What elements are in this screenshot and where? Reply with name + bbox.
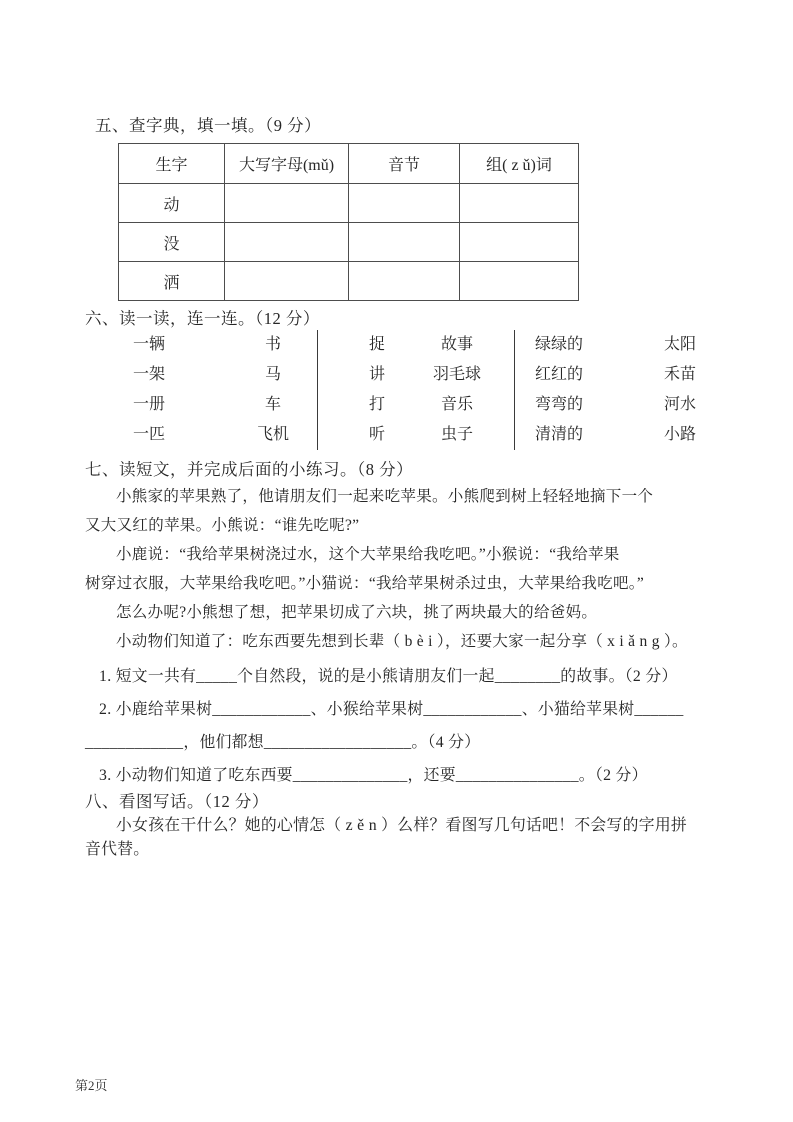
passage-line: 小动物们知道了：吃东西要先想到长辈（ b è i ），还要大家一起分享（ x i ǎ n g ）。 [116, 633, 688, 650]
match-item: 太阳 [663, 336, 696, 353]
writing-prompt [85, 814, 713, 862]
passage-questions [85, 660, 713, 792]
match-item: 羽毛球 [432, 366, 481, 383]
passage-line: 小鹿说：“我给苹果树浇过水，这个大苹果给我吃吧。”小猴说：“我给苹果 [116, 546, 620, 563]
question-line: 3. 小动物们知道了吃东西要______________，还要_______________。（2 分） [99, 767, 648, 784]
passage-line: 又大又红的苹果。小熊说：“谁先吃呢?” [85, 517, 360, 534]
dict-blank-cell [460, 223, 579, 262]
section8-heading: 八、看图写话。（12 分） [85, 792, 269, 811]
dict-blank-cell [349, 184, 460, 223]
dictionary-table [118, 143, 579, 301]
dict-blank-cell [349, 223, 460, 262]
section5-heading: 五、查字典，填一填。（9 分） [95, 116, 322, 135]
dict-character-cell: 洒 [119, 262, 225, 301]
match-group-3 [514, 330, 712, 450]
question-line: 2. 小鹿给苹果树____________、小猴给苹果树____________、小猫给苹果树______ [99, 701, 684, 718]
match-right-column [640, 330, 720, 450]
prompt-line: 小女孩在干什么？她的心情怎（ z ě n ）么样？看图写几句话吧！不会写的字用拼 [116, 817, 688, 834]
dict-blank-cell [460, 184, 579, 223]
passage-line: 树穿过衣服，大苹果给我吃吧。”小猫说：“我给苹果树杀过虫，大苹果给我吃吧。” [85, 575, 645, 592]
dict-blank-cell [225, 184, 349, 223]
match-item: 一匹 [132, 426, 165, 443]
match-item: 书 [264, 336, 281, 353]
match-item: 打 [368, 396, 385, 413]
match-group-1 [85, 330, 317, 450]
dict-character-cell: 动 [119, 184, 225, 223]
match-item: 故事 [440, 336, 473, 353]
question-line: ____________，他们都想__________________。（4 分） [85, 734, 481, 751]
passage-line: 怎么办呢?小熊想了想，把苹果切成了六块，挑了两块最大的给爸妈。 [116, 604, 598, 621]
match-item: 禾苗 [663, 366, 696, 383]
page-number: 第2页 [75, 1078, 108, 1093]
dict-blank-cell [225, 223, 349, 262]
dict-column-header: 大写字母(mǔ) [225, 144, 349, 184]
match-item: 清清的 [534, 426, 583, 443]
match-right-column [417, 330, 497, 450]
dict-blank-cell [460, 262, 579, 301]
question-line: 1. 短文一共有_____个自然段，说的是小熊请朋友们一起________的故事。（2 分） [99, 668, 678, 685]
match-item: 捉 [368, 336, 385, 353]
prompt-line: 音代替。 [85, 841, 150, 858]
match-item: 河水 [663, 396, 696, 413]
dict-row [119, 262, 579, 301]
dict-blank-cell [225, 262, 349, 301]
match-item: 讲 [368, 366, 385, 383]
match-item: 一辆 [132, 336, 165, 353]
match-group-2 [317, 330, 514, 450]
match-item: 红红的 [534, 366, 583, 383]
match-item: 马 [264, 366, 281, 383]
dict-column-header: 音节 [349, 144, 460, 184]
match-left-column [519, 330, 599, 450]
dict-column-header: 生字 [119, 144, 225, 184]
passage-line: 小熊家的苹果熟了，他请朋友们一起来吃苹果。小熊爬到树上轻轻地摘下一个 [116, 488, 654, 505]
match-item: 虫子 [440, 426, 473, 443]
match-item: 车 [264, 396, 281, 413]
dict-header-row [119, 144, 579, 184]
match-left-column [109, 330, 189, 450]
match-item: 飞机 [256, 426, 289, 443]
match-left-column [337, 330, 417, 450]
section6-heading: 六、读一读，连一连。（12 分） [85, 309, 320, 328]
dict-column-header: 组( z ǔ)词 [460, 144, 579, 184]
match-item: 弯弯的 [534, 396, 583, 413]
matching-exercise [85, 330, 713, 450]
reading-passage [85, 482, 713, 656]
dict-row [119, 223, 579, 262]
match-item: 音乐 [440, 396, 473, 413]
section7-heading: 七、读短文，并完成后面的小练习。（8 分） [85, 460, 414, 479]
match-item: 一架 [132, 366, 165, 383]
match-item: 绿绿的 [534, 336, 583, 353]
dict-blank-cell [349, 262, 460, 301]
dict-character-cell: 没 [119, 223, 225, 262]
page-content [85, 116, 713, 862]
match-item: 听 [368, 426, 385, 443]
match-item: 小路 [663, 426, 696, 443]
match-right-column [233, 330, 313, 450]
dict-row [119, 184, 579, 223]
match-item: 一册 [132, 396, 165, 413]
